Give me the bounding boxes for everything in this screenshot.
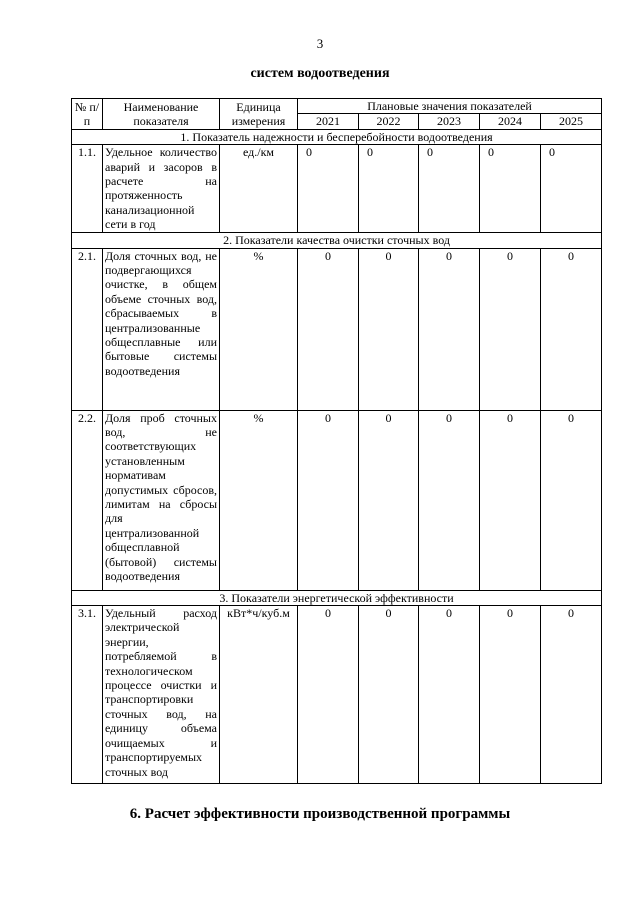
header-num: № п/п xyxy=(72,99,103,130)
header-year: 2024 xyxy=(480,114,541,129)
row-value: 0 xyxy=(359,606,419,784)
header-name: Наименование показателя xyxy=(103,99,220,130)
row-indicator-name: Доля сточных вод, не подвергающихся очистке, в общем объеме сточных вод, сбрасываемых в централизованные общесплавные или бытовые системы водоотведения xyxy=(103,248,220,410)
row-indicator-name: Удельное количество аварий и засоров в расчете на протяженность канализационной сети в год xyxy=(103,145,220,233)
header-year: 2022 xyxy=(359,114,419,129)
row-number: 3.1. xyxy=(72,606,103,784)
table-row xyxy=(72,606,602,784)
row-value: 0 xyxy=(480,145,541,233)
row-value: 0 xyxy=(298,410,359,590)
row-value: 0 xyxy=(298,606,359,784)
header-year: 2023 xyxy=(419,114,480,129)
row-value: 0 xyxy=(480,410,541,590)
row-unit: % xyxy=(220,248,298,410)
row-value: 0 xyxy=(541,410,602,590)
header-year: 2021 xyxy=(298,114,359,129)
table-row xyxy=(72,248,602,410)
row-value: 0 xyxy=(541,606,602,784)
row-value: 0 xyxy=(480,606,541,784)
row-value: 0 xyxy=(419,248,480,410)
header-planned: Плановые значения показателей xyxy=(298,99,602,114)
row-value: 0 xyxy=(480,248,541,410)
row-indicator-name: Доля проб сточных вод, не соответствующих установленным нормативам допустимых сбросов, лимитам на сбросы для централизованной общесплавной (бытовой) системы водоотведения xyxy=(103,410,220,590)
row-indicator-name: Удельный расход электрической энергии, потребляемой в технологическом процессе очистки и транспортировки сточных вод, на единицу объема очищаемых и транспортируемых сточных вод xyxy=(103,606,220,784)
indicators-table xyxy=(71,98,602,784)
row-value: 0 xyxy=(419,145,480,233)
row-value: 0 xyxy=(541,248,602,410)
page-number: 3 xyxy=(316,36,324,51)
table-row xyxy=(72,410,602,590)
section-title: 2. Показатели качества очистки сточных вод xyxy=(72,233,602,248)
row-value: 0 xyxy=(419,410,480,590)
header-year: 2025 xyxy=(541,114,602,129)
row-unit: % xyxy=(220,410,298,590)
table-row xyxy=(72,145,602,233)
row-value: 0 xyxy=(298,145,359,233)
section-row xyxy=(72,129,602,144)
row-number: 1.1. xyxy=(72,145,103,233)
row-value: 0 xyxy=(419,606,480,784)
row-number: 2.2. xyxy=(72,410,103,590)
section-row xyxy=(72,233,602,248)
section-row xyxy=(72,590,602,605)
row-value: 0 xyxy=(359,145,419,233)
table-header-row xyxy=(72,99,602,114)
header-unit: Единица измерения xyxy=(220,99,298,130)
row-value: 0 xyxy=(541,145,602,233)
row-value: 0 xyxy=(359,410,419,590)
section-heading: 6. Расчет эффективности производственной программы xyxy=(129,806,511,822)
row-value: 0 xyxy=(359,248,419,410)
document-title: систем водоотведения xyxy=(250,66,390,81)
row-number: 2.1. xyxy=(72,248,103,410)
row-value: 0 xyxy=(298,248,359,410)
section-title: 1. Показатель надежности и бесперебойности водоотведения xyxy=(72,129,602,144)
row-unit: кВт*ч/куб.м xyxy=(220,606,298,784)
section-title: 3. Показатели энергетической эффективности xyxy=(72,590,602,605)
row-unit: ед./км xyxy=(220,145,298,233)
